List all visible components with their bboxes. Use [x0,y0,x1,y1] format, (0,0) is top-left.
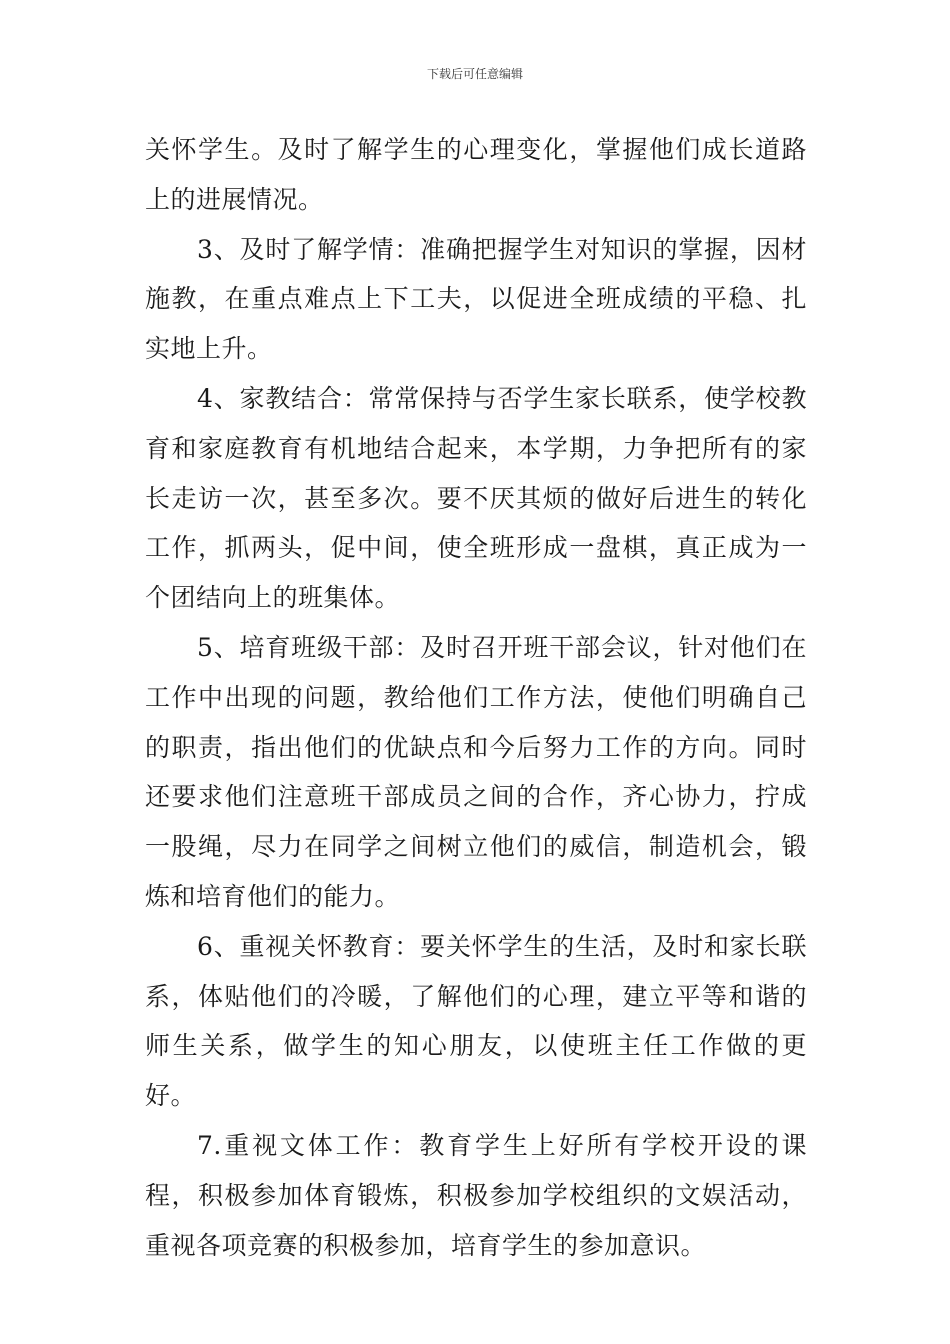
page-header-note: 下载后可任意编辑 [426,67,523,81]
paragraph-continuation: 关怀学生。及时了解学生的心理变化，掌握他们成长道路上的进展情况。 [145,135,807,214]
document-body [145,125,807,1270]
paragraph-item-5: 5、培育班级干部：及时召开班干部会议，针对他们在工作中出现的问题，教给他们工作方法，使他们明确自己的职责，指出他们的优缺点和今后努力工作的方向。同时还要求他们注意班干部成员之间的合作，齐心协力，拧成一股绳，尽力在同学之间树立他们的威信，制造机会，锻炼和培育他们的能力。 [145,632,807,911]
paragraph-item-3: 3、及时了解学情：准确把握学生对知识的掌握，因材施教，在重点难点上下工夫，以促进全班成绩的平稳、扎实地上升。 [145,234,807,364]
paragraph-item-7: 7.重视文体工作：教育学生上好所有学校开设的课程，积极参加体育锻炼，积极参加学校组织的文娱活动，重视各项竞赛的积极参加，培育学生的参加意识。 [145,1130,807,1260]
paragraph-item-6: 6、重视关怀教育：要关怀学生的生活，及时和家长联系，体贴他们的冷暖，了解他们的心理，建立平等和谐的师生关系，做学生的知心朋友，以使班主任工作做的更好。 [145,931,807,1111]
paragraph-item-4: 4、家教结合：常常保持与否学生家长联系，使学校教育和家庭教育有机地结合起来，本学期，力争把所有的家长走访一次，甚至多次。要不厌其烦的做好后进生的转化工作，抓两头，促中间，使全班形成一盘棋，真正成为一个团结向上的班集体。 [145,383,807,613]
